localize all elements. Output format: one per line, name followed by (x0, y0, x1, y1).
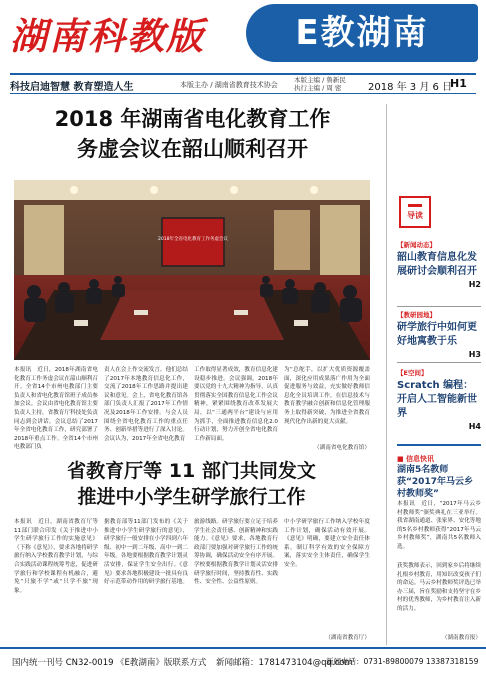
meeting-photo (14, 180, 370, 360)
article2-column: 中小学研学旅行工作纳入学校年度工作计划，确保活动有效开展。《意见》明确，要建立安全责任体系，制订科学有效的安全保障方案，落实安全主体责任，确保学生安全。 (284, 519, 370, 568)
divider (397, 306, 481, 307)
article1-byline: （湖南省电化教育馆） (314, 445, 370, 451)
sponsor: 本版主办 / 湖南省教育技术协会 (180, 81, 278, 89)
guide-item-page: H2 (468, 280, 481, 289)
article2-column: 据教育部等11部门发布的《关于推进中小学生研学旅行的意见》，研学旅行一般安排在小学四到六年级、初中一到二年级、高中一到二年级。各地要根据教育教学计划灵活安排，保证学生安全出行。《意见》要求各地积极建设一批具有良好示范带动作用的研学旅行基地。 (104, 519, 188, 586)
guide-badge (399, 196, 431, 228)
paper-title: 湖南科教版 (10, 14, 205, 58)
info-bar (10, 73, 476, 94)
guide-item-page: H4 (468, 422, 481, 431)
article2-byline: （湖南省教育厅） (325, 635, 370, 641)
guide-item-tag: 【E空间】 (397, 369, 428, 377)
guide-label: 导读 (407, 211, 423, 220)
section-title: E教湖南 (246, 4, 478, 62)
article2-title-line: 省教育厅等 11 部门共同发文 (67, 460, 316, 482)
guide-item-page: H3 (468, 350, 481, 359)
masthead (0, 0, 486, 72)
divider (397, 444, 481, 446)
flash-body: 获奖教师表示，回到家乡后将继续扎根乡村教育，用知识改变孩子们的命运。马云乡村教师奖评选已举办三届，旨在奖励和支持坚守在乡村的优秀教师，为乡村教育注入新的活力。 (397, 563, 481, 612)
guide-item[interactable] (397, 310, 481, 359)
contact-label: 《E教湖南》版联系方式 (116, 658, 207, 668)
issue-date: 2018 年 3 月 6 日 (368, 82, 453, 93)
guide-item[interactable] (397, 240, 481, 289)
divider (397, 362, 481, 363)
guide-item-title: 韶山教育信息化发展研讨会顺利召开 (397, 252, 477, 277)
slogan: 科技启迪智慧 教育塑造人生 (10, 82, 134, 93)
article2-title-line: 推进中小学生研学旅行工作 (77, 486, 306, 508)
contact-email: 新闻邮箱：1781473104@qq.com (216, 658, 353, 668)
article1-column: 本报讯 近日，2018年湖南省电化教育工作务虚会议在韶山顺利召开。全省14个市州电教部门主要负责人和省电化教育馆班子成员参加会议。会议由省电化教育馆主要负责人主持，省教育厅科技处负责同志到会讲话。会议总结了2017年全省电化教育工作，研究部署了2018年重点工作。全省14个市州电教部门负 (14, 367, 98, 451)
guide-item-tag: 【新闻动态】 (397, 241, 436, 249)
article1-column: 工作取得显著成效，教育信息化建设稳步推进。会议强调，2018年要以党的十九大精神为指导，认真贯彻落实全国教育信息化工作会议精神，紧紧围绕教育改革发展大局，以“三通两平台”建设与应用为抓手，全面推进教育信息化2.0行动计划，努力开创全省电化教育工作新局面。 (194, 367, 278, 442)
page-number: H1 (450, 77, 467, 90)
editor-line: 执行主编 / 周 密 (294, 84, 342, 92)
guide-item-tag: 【教研园地】 (397, 311, 436, 319)
footer (0, 647, 486, 673)
article2-column: 旅游线路。研学旅行要立足于培养学生社会责任感、创新精神和实践能力。《意见》要求，各地教育行政部门要加强对研学旅行工作的统筹协调，确保活动安全有序开展。学校要根据教育教学计划灵活安排研学旅行时间，坚持教育性、实践性、安全性、公益性原则。 (194, 519, 278, 586)
article1-title-line: 务虚会议在韶山顺利召开 (77, 137, 308, 161)
issn: 国内统一刊号 CN32-0019 (12, 658, 114, 668)
guide-item-title: 研学旅行中如何更好地寓教于乐 (397, 322, 477, 347)
editors (294, 76, 346, 92)
guide-item[interactable] (397, 368, 481, 431)
article1-column: 为“总舵手，以扩大优质资源覆盖面，深化应用成果落广作用为全面促进服务与效益，充实做好教师信息化全员培训工作，在信息技术与教育教学融合创新和信息化管理服务上取得新突破，为推进全省教育现代化作出新的更大贡献。 (284, 367, 370, 425)
article1-headline (10, 104, 375, 164)
flash-byline: （湖南教育报） (441, 635, 481, 641)
screen-banner-text: 2018年全省电化教育工作务虚会议 (158, 237, 228, 242)
editor-line: 本版主编 / 鲁新民 (294, 76, 346, 84)
meeting-photo-image (14, 180, 370, 360)
article2-column: 本报讯 近日，湖南省教育厅等11部门联合印发《关于推进中小学生研学旅行工作的实施意见》（下称《意见》），要求各地将研学旅行纳入学校教育教学计划，与综合实践活动课程统筹考虑，促进研学旅行和学校课程有机融合，避免“只旅不学”或“只学不旅”现象。 (14, 519, 98, 594)
guide-bar-icon (408, 204, 422, 207)
flash-body: 本报讯 近日，“2017年马云乡村教师奖”颁奖典礼在三亚举行。我省湖南通道、张家界、安化等地的5名乡村教师获得“2017年马云乡村教师奖”，湖南共5名教师入选。 (397, 501, 481, 550)
article1-column: 责人在会上作交流发言。他们总结了2017年本地教育信息化工作，交流了2018年工作思路并提出建议和意见。会上，省电化教育馆各部门负责人汇报了2017年工作情况及2018年工作安排。与会人员围绕全省电化教育工作的重点任务、创新举措等进行了深入讨论。会议认为，2017年全省电化教育 (104, 367, 188, 442)
guide-item-title: Scratch 编程：开启人工智能新世界 (397, 380, 477, 419)
sidebar (386, 104, 480, 645)
flash-title: 湖南5名教师获“2017年马云乡村教师奖” (397, 465, 473, 499)
article1-title-line: 2018 年湖南省电化教育工作 (54, 107, 331, 131)
flash-tag: ■ 信息快讯 (397, 455, 435, 463)
contact-phone: 新闻电话：0731-89800079 13387318159 (326, 657, 479, 666)
article2-headline (14, 458, 369, 510)
